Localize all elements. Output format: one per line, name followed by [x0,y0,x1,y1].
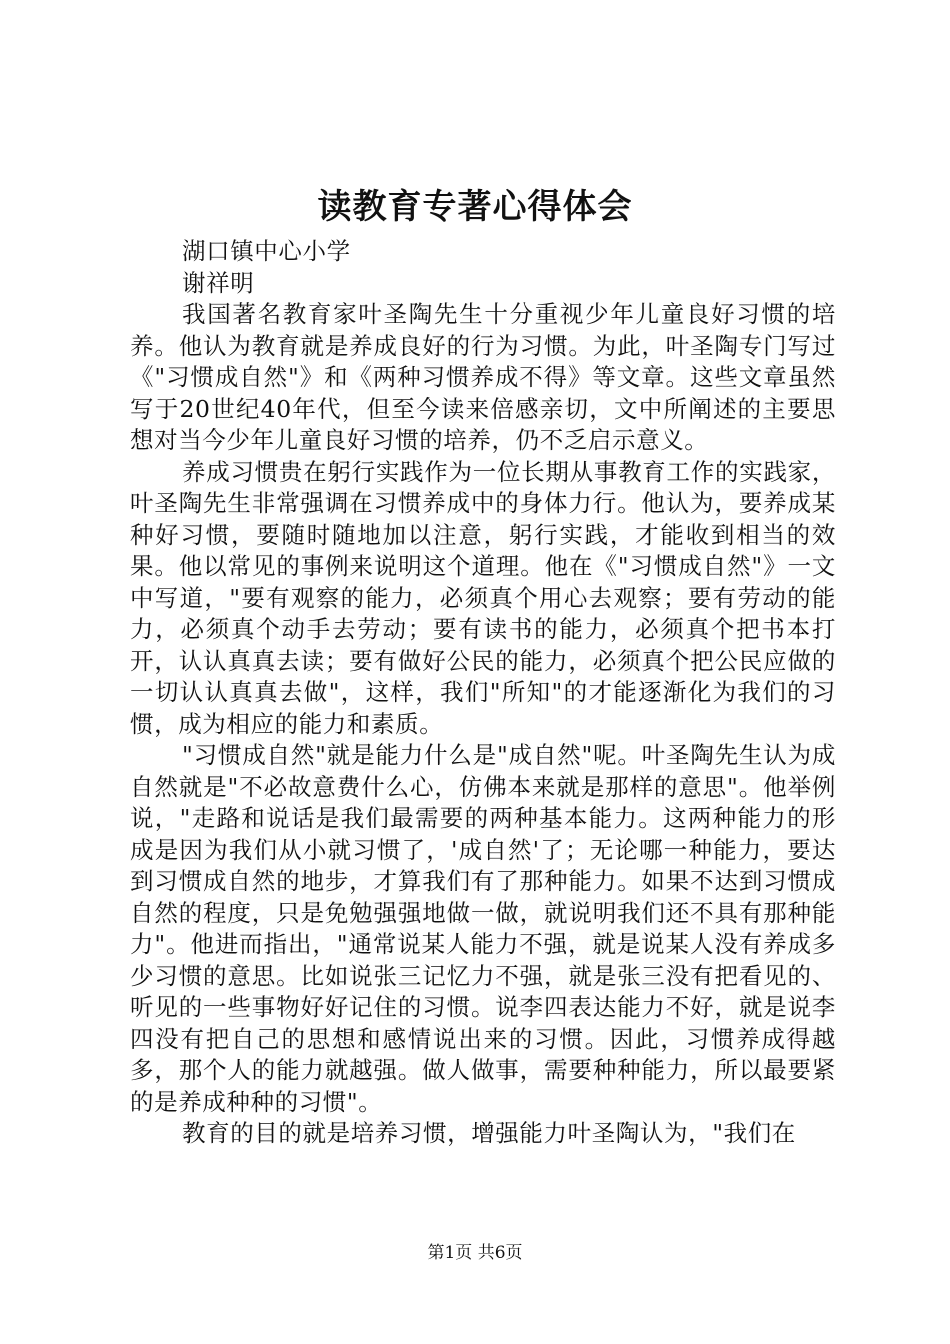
paragraph: 养成习惯贵在躬行实践作为一位长期从事教育工作的实践家，叶圣陶先生非常强调在习惯养成中的身体力行。他认为，要养成某种好习惯，要随时随地加以注意，躬行实践，才能收到相当的效果。他以常见的事例来说明这个道理。他在《"习惯成自然"》一文中写道，"要有观察的能力，必须真个用心去观察；要有劳动的能力，必须真个动手去劳动；要有读书的能力，必须真个把书本打开，认认真真去读；要有做好公民的能力，必须真个把公民应做的一切认认真真去做"，这样，我们"所知"的才能逐渐化为我们的习惯，成为相应的能力和素质。 [130,457,836,738]
paragraph: "习惯成自然"就是能力什么是"成自然"呢。叶圣陶先生认为成自然就是"不必故意费什么心，仿佛本来就是那样的意思"。他举例说，"走路和说话是我们最需要的两种基本能力。这两种能力的形成是因为我们从小就习惯了，'成自然'了；无论哪一种能力，要达到习惯成自然的地步，才算我们有了那种能力。如果不达到习惯成自然的程度，只是免勉强强地做一做，就说明我们还不具有那种能力"。他进而指出，"通常说某人能力不强，就是说某人没有养成多少习惯的意思。比如说张三记忆力不强，就是张三没有把看见的、听见的一些事物好好记住的习惯。说李四表达能力不好，就是说李四没有把自己的思想和感情说出来的习惯。因此，习惯养成得越多，那个人的能力就越强。做人做事，需要种种能力，所以最要紧的是养成种种的习惯"。 [130,741,836,1116]
paragraph: 教育的目的就是培养习惯，增强能力叶圣陶认为，"我们在 [182,1119,796,1147]
paragraph: 我国著名教育家叶圣陶先生十分重视少年儿童良好习惯的培养。他认为教育就是养成良好的行为习惯。为此，叶圣陶专门写过《"习惯成自然"》和《两种习惯养成不得》等文章。这些文章虽然写于20世纪40年代，但至今读来倍感亲切，文中所阐述的主要思想对当今少年儿童良好习惯的培养，仍不乏启示意义。 [130,300,836,454]
school-name: 湖口镇中心小学 [182,237,351,265]
author-name: 谢祥明 [182,268,255,297]
document-title: 读教育专著心得体会 [317,187,633,227]
page-number-footer: 第1页 共6页 [427,1243,523,1263]
document-body [130,236,836,1150]
